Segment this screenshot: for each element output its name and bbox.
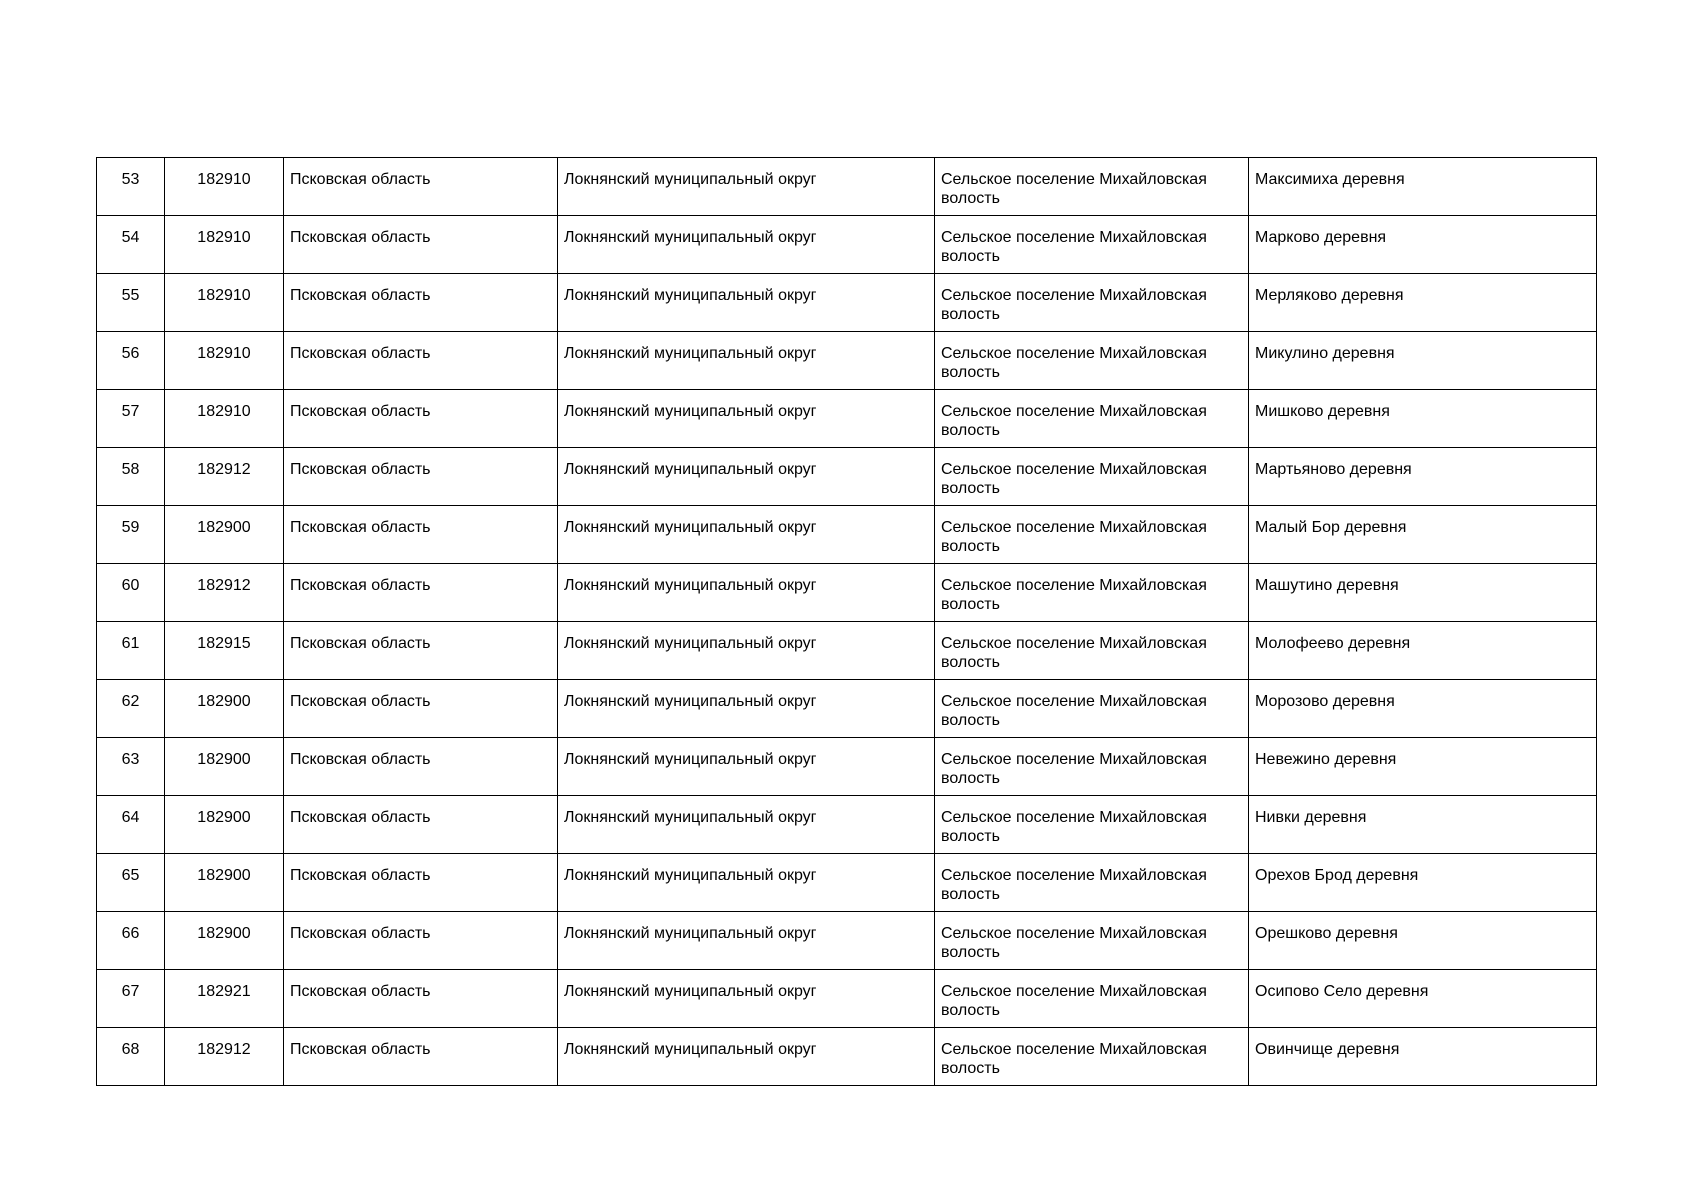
table-body: [97, 158, 1597, 1086]
postal-index-cell: 182910: [165, 158, 284, 216]
region-cell: Псковская область: [284, 970, 558, 1028]
settlement-cell: Сельское поселение Михайловская волость: [935, 854, 1249, 912]
locality-cell: Малый Бор деревня: [1249, 506, 1597, 564]
region-cell: Псковская область: [284, 680, 558, 738]
settlement-cell: Сельское поселение Михайловская волость: [935, 1028, 1249, 1086]
table-row: [97, 970, 1597, 1028]
table-row: [97, 622, 1597, 680]
region-cell: Псковская область: [284, 390, 558, 448]
region-cell: Псковская область: [284, 564, 558, 622]
settlement-cell: Сельское поселение Михайловская волость: [935, 216, 1249, 274]
settlement-cell: Сельское поселение Михайловская волость: [935, 796, 1249, 854]
row-number-cell: 63: [97, 738, 165, 796]
row-number-cell: 53: [97, 158, 165, 216]
region-cell: Псковская область: [284, 738, 558, 796]
district-cell: Локнянский муниципальный округ: [558, 622, 935, 680]
district-cell: Локнянский муниципальный округ: [558, 506, 935, 564]
district-cell: Локнянский муниципальный округ: [558, 332, 935, 390]
settlement-cell: Сельское поселение Михайловская волость: [935, 448, 1249, 506]
locality-cell: Молофеево деревня: [1249, 622, 1597, 680]
region-cell: Псковская область: [284, 912, 558, 970]
postal-index-cell: 182900: [165, 680, 284, 738]
postal-index-cell: 182910: [165, 274, 284, 332]
postal-index-cell: 182921: [165, 970, 284, 1028]
locality-cell: Марково деревня: [1249, 216, 1597, 274]
row-number-cell: 68: [97, 1028, 165, 1086]
postal-index-cell: 182915: [165, 622, 284, 680]
table-row: [97, 448, 1597, 506]
table-row: [97, 738, 1597, 796]
region-cell: Псковская область: [284, 274, 558, 332]
region-cell: Псковская область: [284, 158, 558, 216]
region-cell: Псковская область: [284, 216, 558, 274]
locality-cell: Орешково деревня: [1249, 912, 1597, 970]
locality-cell: Овинчище деревня: [1249, 1028, 1597, 1086]
row-number-cell: 60: [97, 564, 165, 622]
row-number-cell: 66: [97, 912, 165, 970]
locality-cell: Максимиха деревня: [1249, 158, 1597, 216]
settlement-cell: Сельское поселение Михайловская волость: [935, 506, 1249, 564]
row-number-cell: 67: [97, 970, 165, 1028]
locality-cell: Осипово Село деревня: [1249, 970, 1597, 1028]
table-row: [97, 796, 1597, 854]
locality-cell: Невежино деревня: [1249, 738, 1597, 796]
region-cell: Псковская область: [284, 506, 558, 564]
row-number-cell: 56: [97, 332, 165, 390]
settlement-cell: Сельское поселение Михайловская волость: [935, 332, 1249, 390]
table-row: [97, 1028, 1597, 1086]
table-row: [97, 912, 1597, 970]
table-row: [97, 390, 1597, 448]
district-cell: Локнянский муниципальный округ: [558, 912, 935, 970]
postal-index-cell: 182910: [165, 332, 284, 390]
postal-index-cell: 182900: [165, 738, 284, 796]
table-row: [97, 332, 1597, 390]
region-cell: Псковская область: [284, 622, 558, 680]
locality-cell: Мартьяново деревня: [1249, 448, 1597, 506]
locality-cell: Морозово деревня: [1249, 680, 1597, 738]
table-row: [97, 680, 1597, 738]
locality-cell: Мерляково деревня: [1249, 274, 1597, 332]
region-cell: Псковская область: [284, 332, 558, 390]
region-cell: Псковская область: [284, 448, 558, 506]
district-cell: Локнянский муниципальный округ: [558, 1028, 935, 1086]
settlement-cell: Сельское поселение Михайловская волость: [935, 622, 1249, 680]
postal-index-cell: 182900: [165, 854, 284, 912]
district-cell: Локнянский муниципальный округ: [558, 158, 935, 216]
locality-register-table: [96, 157, 1597, 1086]
row-number-cell: 61: [97, 622, 165, 680]
settlement-cell: Сельское поселение Михайловская волость: [935, 970, 1249, 1028]
table-row: [97, 274, 1597, 332]
region-cell: Псковская область: [284, 1028, 558, 1086]
district-cell: Локнянский муниципальный округ: [558, 564, 935, 622]
district-cell: Локнянский муниципальный округ: [558, 796, 935, 854]
settlement-cell: Сельское поселение Михайловская волость: [935, 912, 1249, 970]
postal-index-cell: 182910: [165, 390, 284, 448]
settlement-cell: Сельское поселение Михайловская волость: [935, 390, 1249, 448]
postal-index-cell: 182912: [165, 1028, 284, 1086]
row-number-cell: 58: [97, 448, 165, 506]
settlement-cell: Сельское поселение Михайловская волость: [935, 274, 1249, 332]
row-number-cell: 55: [97, 274, 165, 332]
settlement-cell: Сельское поселение Михайловская волость: [935, 564, 1249, 622]
locality-cell: Машутино деревня: [1249, 564, 1597, 622]
postal-index-cell: 182900: [165, 796, 284, 854]
locality-cell: Микулино деревня: [1249, 332, 1597, 390]
table-row: [97, 216, 1597, 274]
district-cell: Локнянский муниципальный округ: [558, 448, 935, 506]
row-number-cell: 62: [97, 680, 165, 738]
table-row: [97, 158, 1597, 216]
settlement-cell: Сельское поселение Михайловская волость: [935, 738, 1249, 796]
locality-cell: Нивки деревня: [1249, 796, 1597, 854]
district-cell: Локнянский муниципальный округ: [558, 274, 935, 332]
district-cell: Локнянский муниципальный округ: [558, 738, 935, 796]
district-cell: Локнянский муниципальный округ: [558, 680, 935, 738]
postal-index-cell: 182900: [165, 912, 284, 970]
settlement-cell: Сельское поселение Михайловская волость: [935, 680, 1249, 738]
postal-index-cell: 182912: [165, 448, 284, 506]
locality-cell: Мишково деревня: [1249, 390, 1597, 448]
district-cell: Локнянский муниципальный округ: [558, 390, 935, 448]
row-number-cell: 54: [97, 216, 165, 274]
region-cell: Псковская область: [284, 854, 558, 912]
postal-index-cell: 182900: [165, 506, 284, 564]
settlement-cell: Сельское поселение Михайловская волость: [935, 158, 1249, 216]
region-cell: Псковская область: [284, 796, 558, 854]
row-number-cell: 65: [97, 854, 165, 912]
locality-cell: Орехов Брод деревня: [1249, 854, 1597, 912]
district-cell: Локнянский муниципальный округ: [558, 854, 935, 912]
row-number-cell: 59: [97, 506, 165, 564]
district-cell: Локнянский муниципальный округ: [558, 216, 935, 274]
postal-index-cell: 182912: [165, 564, 284, 622]
row-number-cell: 64: [97, 796, 165, 854]
table-row: [97, 854, 1597, 912]
district-cell: Локнянский муниципальный округ: [558, 970, 935, 1028]
row-number-cell: 57: [97, 390, 165, 448]
postal-index-cell: 182910: [165, 216, 284, 274]
table-row: [97, 506, 1597, 564]
table-row: [97, 564, 1597, 622]
